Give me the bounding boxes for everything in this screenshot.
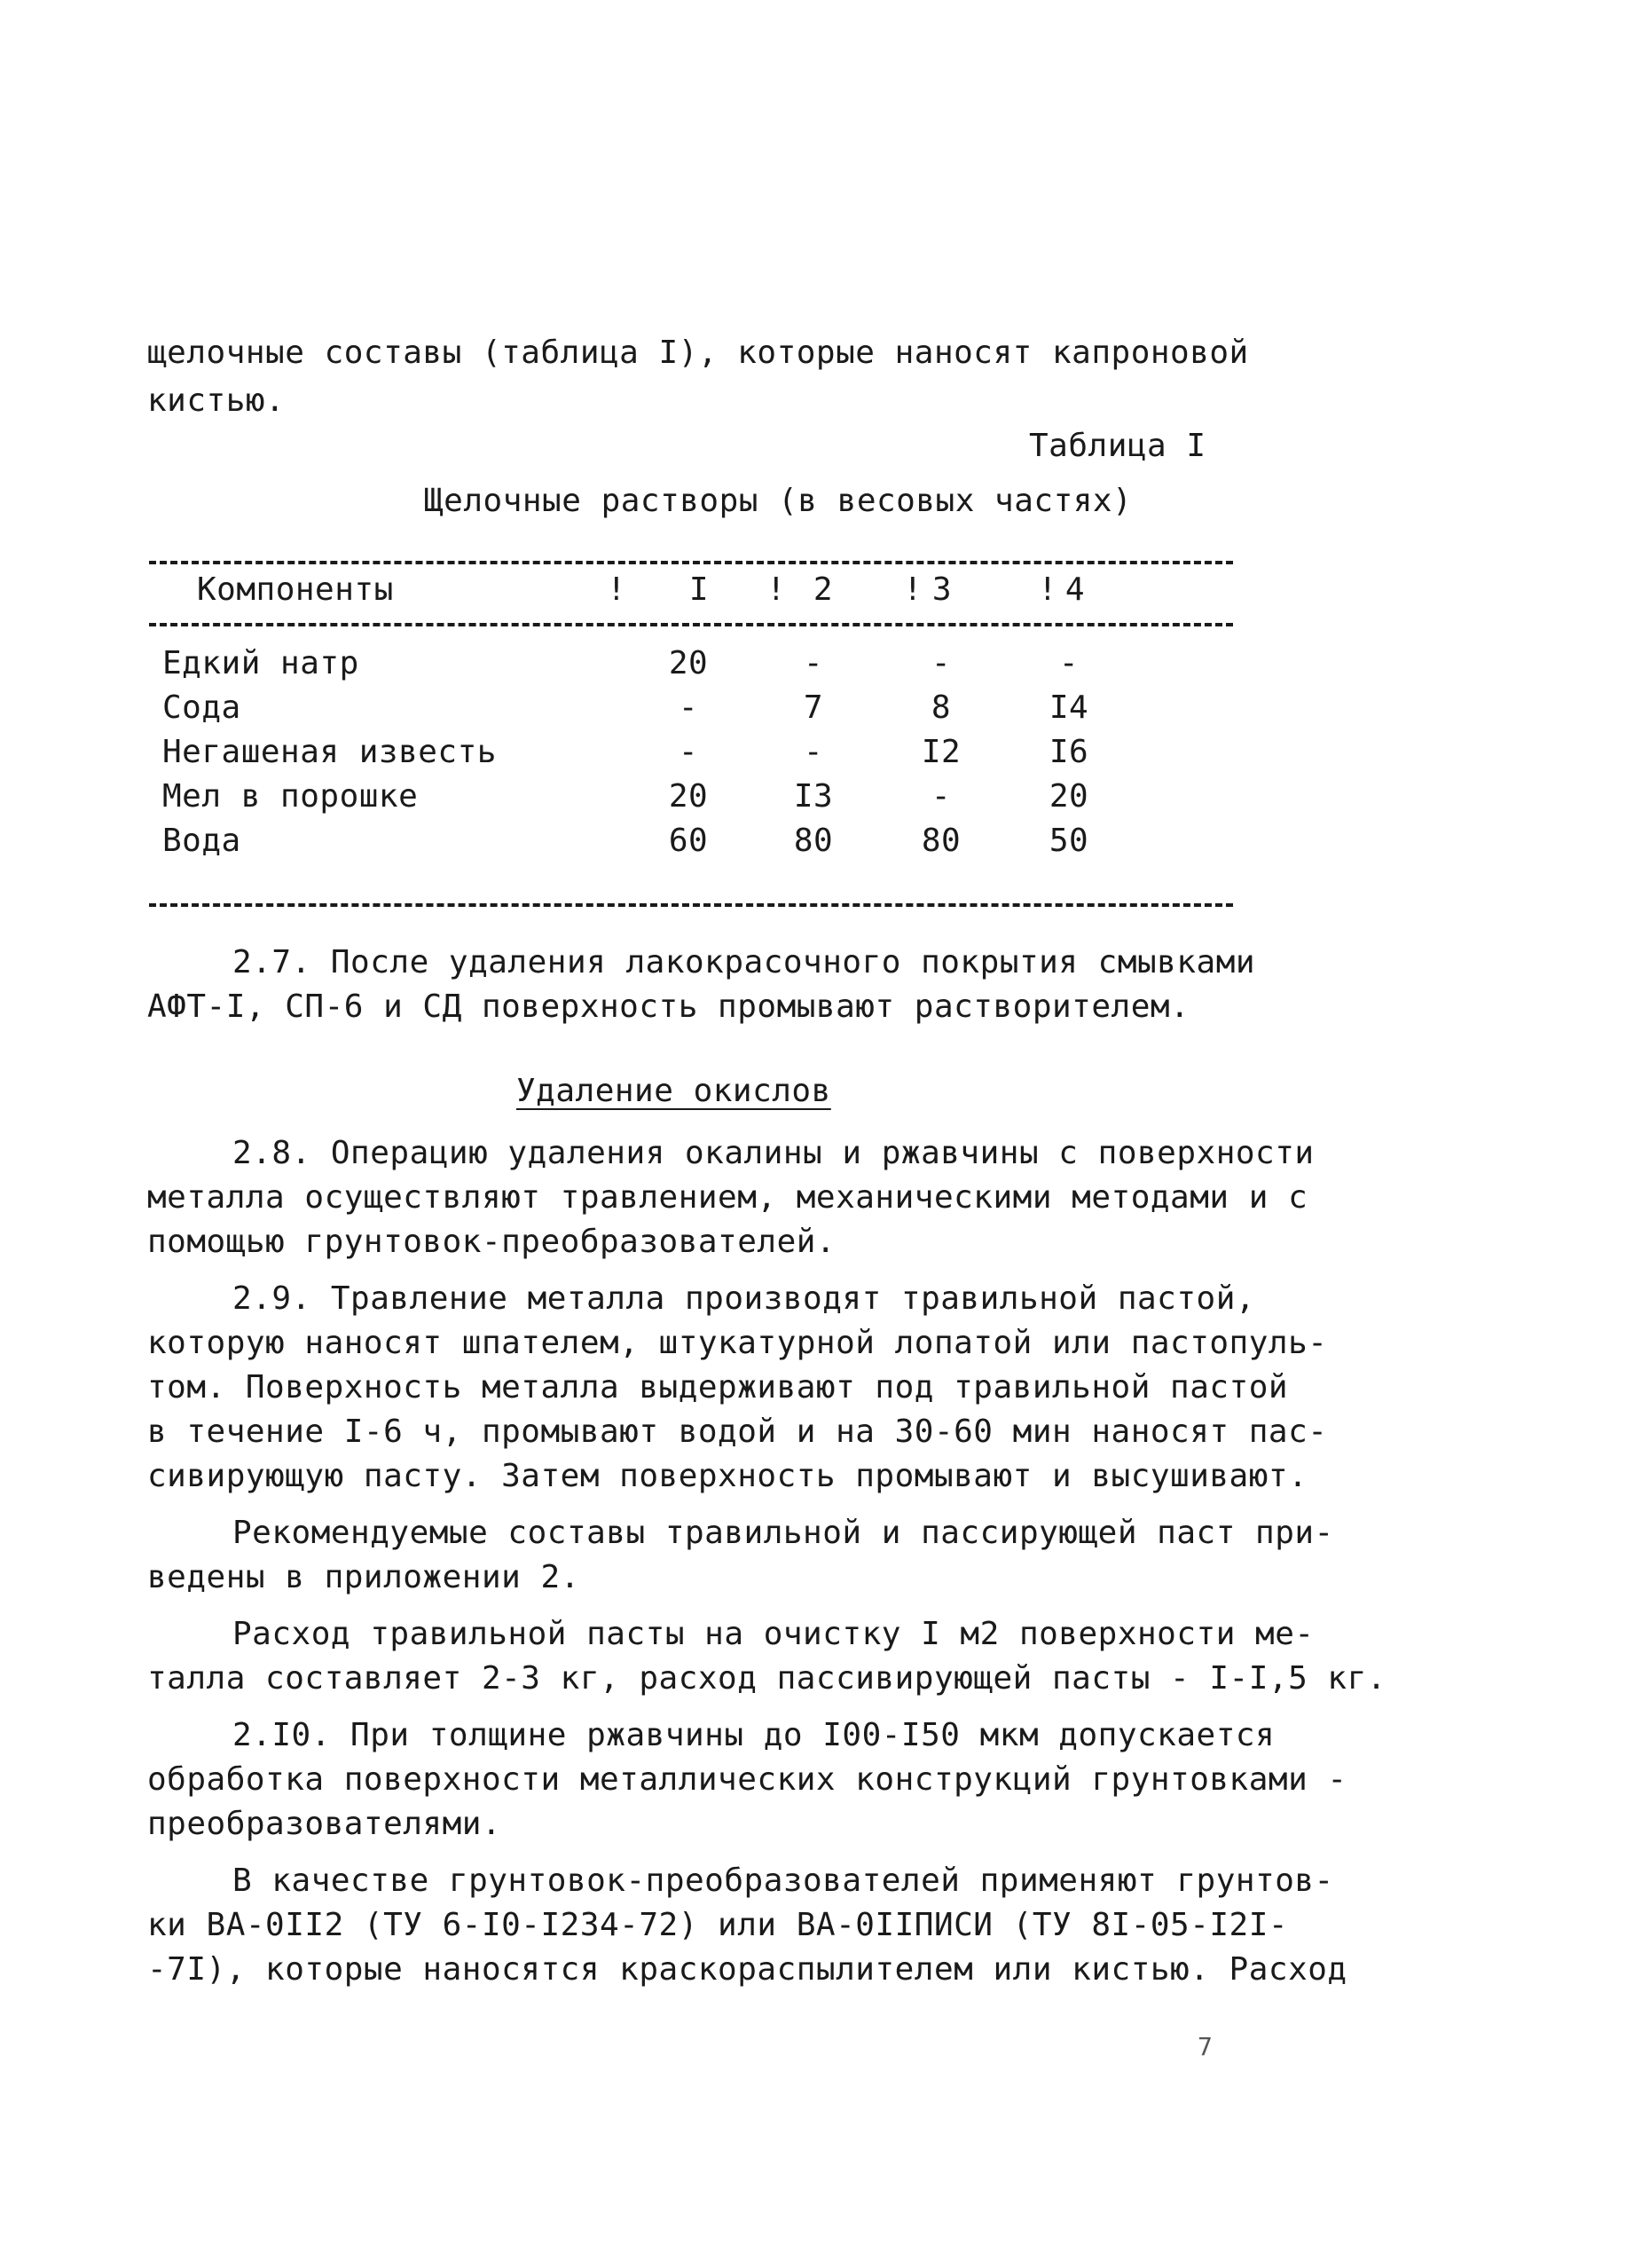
table-top-rule xyxy=(149,561,1233,564)
table-header-rule xyxy=(149,623,1233,626)
para-primers-line-1: В качестве грунтовок-преобразователей применяют грунтов- xyxy=(232,1862,1334,1899)
header-separator: ! xyxy=(607,571,627,608)
para-2-10-line-3: преобразователями. xyxy=(147,1806,502,1842)
para-2-8-line-2: металла осуществляют травлением, механическими методами и с xyxy=(147,1179,1308,1216)
para-2-9-line-5: сивирующую пасту. Затем поверхность промывают и высушивают. xyxy=(147,1458,1308,1494)
row-value: I4 xyxy=(1049,689,1089,726)
para-primers-line-3: -7I), которые наносятся краскораспылителем или кистью. Расход xyxy=(147,1951,1347,1988)
para-2-8-line-3: помощью грунтовок-преобразователей. xyxy=(147,1224,837,1260)
para-2-7-line-1: 2.7. После удаления лакокрасочного покрытия смывками xyxy=(232,944,1256,980)
header-separator: ! xyxy=(766,571,787,608)
table-bottom-rule xyxy=(149,903,1233,907)
row-value: 20 xyxy=(668,778,709,815)
row-name: Негашеная известь xyxy=(162,734,497,770)
para-consumption-line-2: талла составляет 2-3 кг, расход пассивирующей пасты - I-I,5 кг. xyxy=(147,1660,1386,1697)
row-value: 8 xyxy=(931,689,952,726)
para-2-10-line-1: 2.I0. При толщине ржавчины до I00-I50 мкм допускается xyxy=(232,1717,1276,1753)
para-2-9-line-1: 2.9. Травление металла производят травильной пастой, xyxy=(232,1280,1256,1317)
row-value: - xyxy=(931,778,952,815)
header-col-2: 2 xyxy=(813,571,834,608)
table-label: Таблица I xyxy=(1029,428,1206,464)
para-consumption-line-1: Расход травильной пасты на очистку I м2 поверхности ме- xyxy=(232,1616,1315,1652)
row-value: 50 xyxy=(1049,823,1089,859)
para-recommended-line-1: Рекомендуемые составы травильной и пассирующей паст при- xyxy=(232,1515,1334,1551)
row-value: 80 xyxy=(921,823,962,859)
para-2-9-line-3: том. Поверхность металла выдерживают под травильной пастой xyxy=(147,1369,1289,1406)
header-separator: ! xyxy=(1038,571,1058,608)
header-components: Компоненты xyxy=(197,571,394,608)
para-2-8-line-1: 2.8. Операцию удаления окалины и ржавчины с поверхности xyxy=(232,1135,1315,1171)
page-number: 7 xyxy=(1198,2032,1214,2061)
row-name: Сода xyxy=(162,689,241,726)
row-value: 7 xyxy=(803,689,824,726)
section-heading: Удаление окислов xyxy=(516,1073,831,1109)
row-value: I3 xyxy=(793,778,834,815)
para-recommended-line-2: ведены в приложении 2. xyxy=(147,1559,580,1595)
header-col-4: 4 xyxy=(1064,571,1086,608)
row-value: - xyxy=(678,734,699,770)
row-value: 60 xyxy=(668,823,709,859)
para-2-7-line-2: АФТ-I, СП-6 и СД поверхность промывают растворителем. xyxy=(147,988,1190,1025)
row-name: Едкий натр xyxy=(162,645,359,681)
row-value: - xyxy=(803,645,824,681)
intro-line-1: щелочные составы (таблица I), которые наносят капроновой xyxy=(147,335,1249,371)
header-col-1: I xyxy=(688,571,710,608)
header-col-3: 3 xyxy=(931,571,953,608)
header-separator: ! xyxy=(903,571,923,608)
row-value: - xyxy=(803,734,824,770)
intro-line-2: кистью. xyxy=(147,382,286,419)
row-name: Вода xyxy=(162,823,241,859)
row-value: - xyxy=(931,645,952,681)
para-2-9-line-4: в течение I-6 ч, промывают водой и на 30-60 мин наносят пас- xyxy=(147,1414,1328,1450)
para-primers-line-2: ки ВА-0II2 (ТУ 6-I0-I234-72) или ВА-0IIПИСИ (ТУ 8I-05-I2I- xyxy=(147,1907,1289,1943)
para-2-10-line-2: обработка поверхности металлических конструкций грунтовками - xyxy=(147,1761,1347,1798)
row-value: - xyxy=(678,689,699,726)
table-caption: Щелочные растворы (в весовых частях) xyxy=(424,483,1133,519)
row-value: 80 xyxy=(793,823,834,859)
row-value: 20 xyxy=(668,645,709,681)
row-value: I2 xyxy=(921,734,962,770)
row-value: - xyxy=(1058,645,1080,681)
row-name: Мел в порошке xyxy=(162,778,419,815)
row-value: 20 xyxy=(1049,778,1089,815)
row-value: I6 xyxy=(1049,734,1089,770)
para-2-9-line-2: которую наносят шпателем, штукатурной лопатой или пастопуль- xyxy=(147,1325,1328,1361)
